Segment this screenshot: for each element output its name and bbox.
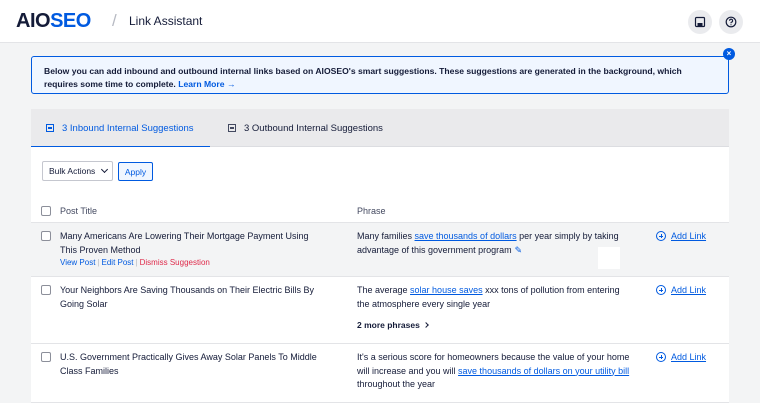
tab-outbound[interactable] <box>228 109 383 147</box>
tab-inbound[interactable] <box>46 109 194 147</box>
pencil-icon[interactable]: ✎ <box>514 244 523 255</box>
action-separator: | <box>97 258 100 267</box>
page-title: Link Assistant <box>129 14 203 28</box>
add-link-button[interactable] <box>656 285 706 295</box>
edit-post-link[interactable]: Edit Post <box>101 258 134 267</box>
select-all-checkbox[interactable] <box>41 206 51 216</box>
add-link-button[interactable] <box>656 231 706 241</box>
row-checkbox[interactable] <box>41 231 51 241</box>
action-separator: | <box>135 258 138 267</box>
phrase-text: Many families <box>357 231 415 241</box>
add-link-label: Add Link <box>671 285 707 295</box>
add-link-label: Add Link <box>671 352 707 362</box>
tab-inbound-label: 3 Inbound Internal Suggestions <box>62 122 194 134</box>
post-title: U.S. Government Practically Gives Away Solar Panels To Middle Class Families <box>60 352 317 376</box>
phrase-anchor-link[interactable]: save thousands of dollars on your utility bill <box>458 365 630 376</box>
post-title: Your Neighbors Are Saving Thousands on Their Electric Bills By Going Solar <box>60 285 314 309</box>
suggestion-tabs <box>31 109 729 147</box>
info-notice <box>31 56 729 94</box>
outbound-icon <box>228 124 236 132</box>
phrase-anchor-link[interactable]: solar house saves <box>410 285 483 295</box>
table-header <box>31 199 729 223</box>
table-row <box>31 223 729 277</box>
chevron-right-icon <box>423 322 429 328</box>
suggestions-panel <box>31 147 729 403</box>
bulk-actions-label: Bulk Actions <box>49 166 96 176</box>
bulk-actions-select[interactable] <box>42 161 113 181</box>
post-title: Many Americans Are Lowering Their Mortgage Payment Using This Proven Method <box>60 231 309 255</box>
column-post-title: Post Title <box>60 206 98 216</box>
aioseo-logo[interactable] <box>16 10 91 33</box>
phrase <box>357 284 632 311</box>
column-phrase: Phrase <box>357 206 386 216</box>
save-icon <box>694 16 706 28</box>
add-link-label: Add Link <box>671 231 707 241</box>
plus-circle-icon <box>656 231 666 241</box>
phrase-text: The average <box>357 285 411 295</box>
save-button[interactable] <box>688 10 712 34</box>
help-icon <box>725 16 737 28</box>
blank-patch <box>598 247 620 269</box>
phrase <box>357 230 632 257</box>
tab-outbound-label: 3 Outbound Internal Suggestions <box>244 122 383 134</box>
chevron-down-icon <box>101 166 108 173</box>
dismiss-suggestion-link[interactable]: Dismiss Suggestion <box>139 258 210 267</box>
plus-circle-icon <box>656 285 666 295</box>
logo-seo: SEO <box>50 10 91 32</box>
phrase-text: It's a serious score for homeowners because the value of your home will increase and you will <box>357 352 630 376</box>
logo-aio: AIO <box>16 10 51 32</box>
breadcrumb-separator: / <box>112 11 117 30</box>
more-phrases-toggle[interactable] <box>357 320 428 330</box>
add-link-button[interactable] <box>656 352 706 362</box>
row-checkbox[interactable] <box>41 285 51 295</box>
table-row <box>31 344 729 403</box>
row-checkbox[interactable] <box>41 352 51 362</box>
apply-button[interactable]: Apply <box>118 162 153 181</box>
view-post-link[interactable]: View Post <box>60 258 96 267</box>
notice-text: Below you can add inbound and outbound internal links based on AIOSEO's smart suggestions. These suggestions are generated in the background, which requires some time to complete. <box>44 66 682 89</box>
phrase-text: xxx tons of pollution from entering the atmosphere every single year <box>357 285 620 309</box>
phrase-anchor-link[interactable]: save thousands of dollars <box>414 231 517 241</box>
plus-circle-icon <box>656 352 666 362</box>
table-row <box>31 277 729 344</box>
learn-more-link[interactable]: Learn More → <box>178 79 236 89</box>
top-bar <box>0 0 760 43</box>
phrase-text: per year simply by taking advantage of this government program <box>357 231 619 255</box>
more-phrases-label: 2 more phrases <box>357 320 420 330</box>
phrase-text: throughout the year <box>357 379 436 389</box>
phrase <box>357 351 632 392</box>
row-actions <box>60 258 210 267</box>
close-notice-icon[interactable]: × <box>723 48 735 60</box>
inbound-icon <box>46 124 54 132</box>
help-button[interactable] <box>719 10 743 34</box>
